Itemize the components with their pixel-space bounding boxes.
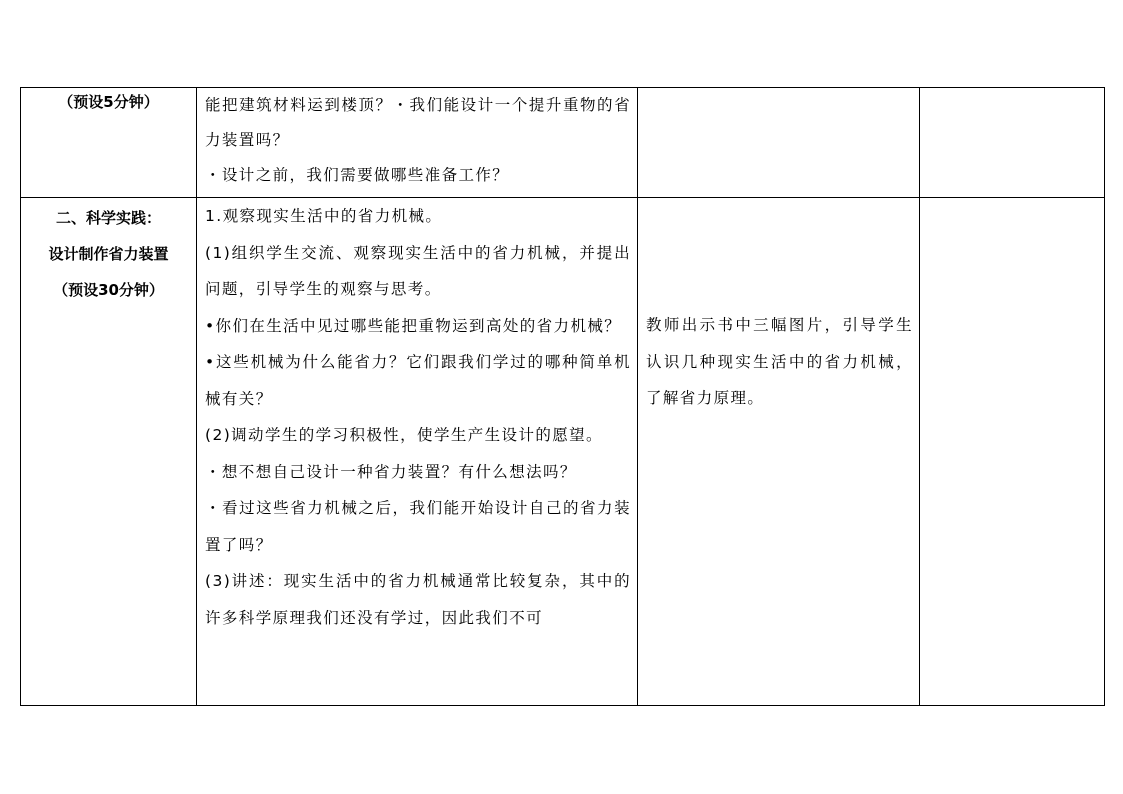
stage-line: 设计制作省力装置 [48,245,169,263]
remark-cell [920,198,1105,706]
teacher-note-cell [638,88,920,198]
remark-cell [920,88,1105,198]
content-paragraph: 1.观察现实生活中的省力机械。 [205,207,443,225]
content-paragraph: 能把建筑材料运到楼顶？・我们能设计一个提升重物的省力装置吗？ [205,96,631,149]
content-paragraph: ・想不想自己设计一种省力装置？有什么想法吗？ [205,462,577,481]
lesson-plan-table [20,87,1105,706]
content-paragraph: ・看过这些省力机械之后，我们能开始设计自己的省力装置了吗？ [205,499,631,554]
table-row [21,198,1105,706]
teacher-note: 教师出示书中三幅图片，引导学生认识几种现实生活中的省力机械，了解省力原理。 [646,316,913,407]
content-paragraph: (1)组织学生交流、观察现实生活中的省力机械，并提出问题，引导学生的观察与思考。 [205,243,631,298]
stage-line: （预设30分钟） [53,281,164,299]
content-paragraph: ・设计之前，我们需要做哪些准备工作？ [205,166,510,184]
table-row [21,88,1105,198]
stage-line: （预设5分钟） [58,93,159,111]
content-paragraph: •你们在生活中见过哪些能把重物运到高处的省力机械？ [205,316,622,335]
stage-cell [21,88,197,198]
content-paragraph: •这些机械为什么能省力？它们跟我们学过的哪种简单机械有关？ [205,353,631,408]
stage-cell [21,198,197,706]
content-cell [197,88,638,198]
content-paragraph: (3)讲述：现实生活中的省力机械通常比较复杂，其中的许多科学原理我们还没有学过，因此我们不可 [205,572,631,627]
content-cell [197,198,638,706]
stage-line: 二、科学实践： [55,209,161,227]
teacher-note-cell [638,198,920,706]
content-paragraph: (2)调动学生的学习积极性，使学生产生设计的愿望。 [205,426,603,444]
